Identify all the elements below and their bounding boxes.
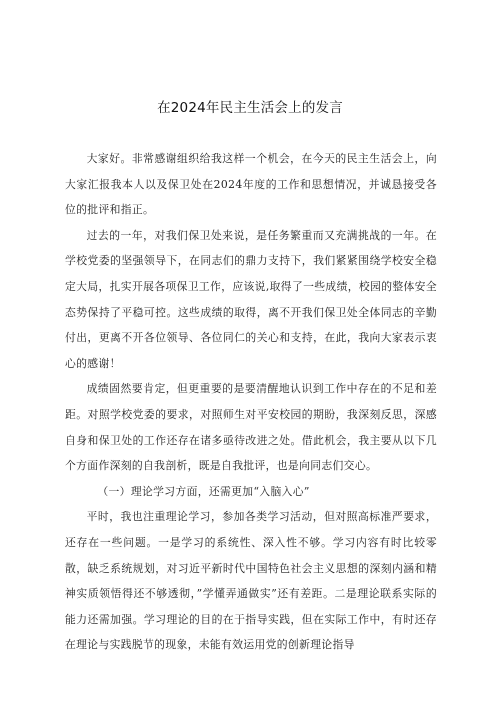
document-body bbox=[65, 146, 437, 658]
paragraph-reflection: 成绩固然要肯定，但更重要的是要清醒地认识到工作中存在的不足和差距。对照学校党委的要求，对照师生对平安校园的期盼，我深刻反思，深感自身和保卫处的工作还存在诸多亟待改进之处。借此机会，我主要从以下几个方面作深刻的自我剖析，既是自我批评，也是向同志们交心。 bbox=[65, 382, 437, 473]
paragraph-greeting: 大家好。非常感谢组织给我这样一个机会，在今天的民主生活会上，向大家汇报我本人以及保卫处在2024年度的工作和思想情况，并诚恳接受各位的批评和指正。 bbox=[65, 152, 437, 217]
paragraph-review: 过去的一年，对我们保卫处来说，是任务繁重而又充满挑战的一年。在学校党委的坚强领导下，在同志们的鼎力支持下，我们紧紧围绕学校安全稳定大局，扎实开展各项保卫工作，应该说,取得了一些成绩，校园的整体安全态势保持了平稳可控。这些成绩的取得，离不开我们保卫处全体同志的辛勤付出，更离不开各位领导、各位同仁的关心和支持，在此，我向大家表示衷心的感谢！ bbox=[65, 228, 437, 370]
document-title: 在2024年民主生活会上的发言 bbox=[157, 100, 343, 116]
paragraph-theory-study: 平时，我也注重理论学习，参加各类学习活动，但对照高标准严要求，还存在一些问题。一是学习的系统性、深入性不够。学习内容有时比较零散，缺乏系统规划，对习近平新时代中国特色社会主义思想的深刻内涵和精神实质领悟得还不够透彻，”学懂弄通做实”还有差距。二是理论联系实际的能力还需加强。学习理论的目的在于指导实践，但在实际工作中，有时还存在理论与实践脱节的现象，未能有效运用党的创新理论指导 bbox=[65, 510, 437, 652]
section-heading: （一）理论学习方面，还需更加“入脑入心” bbox=[97, 484, 310, 498]
